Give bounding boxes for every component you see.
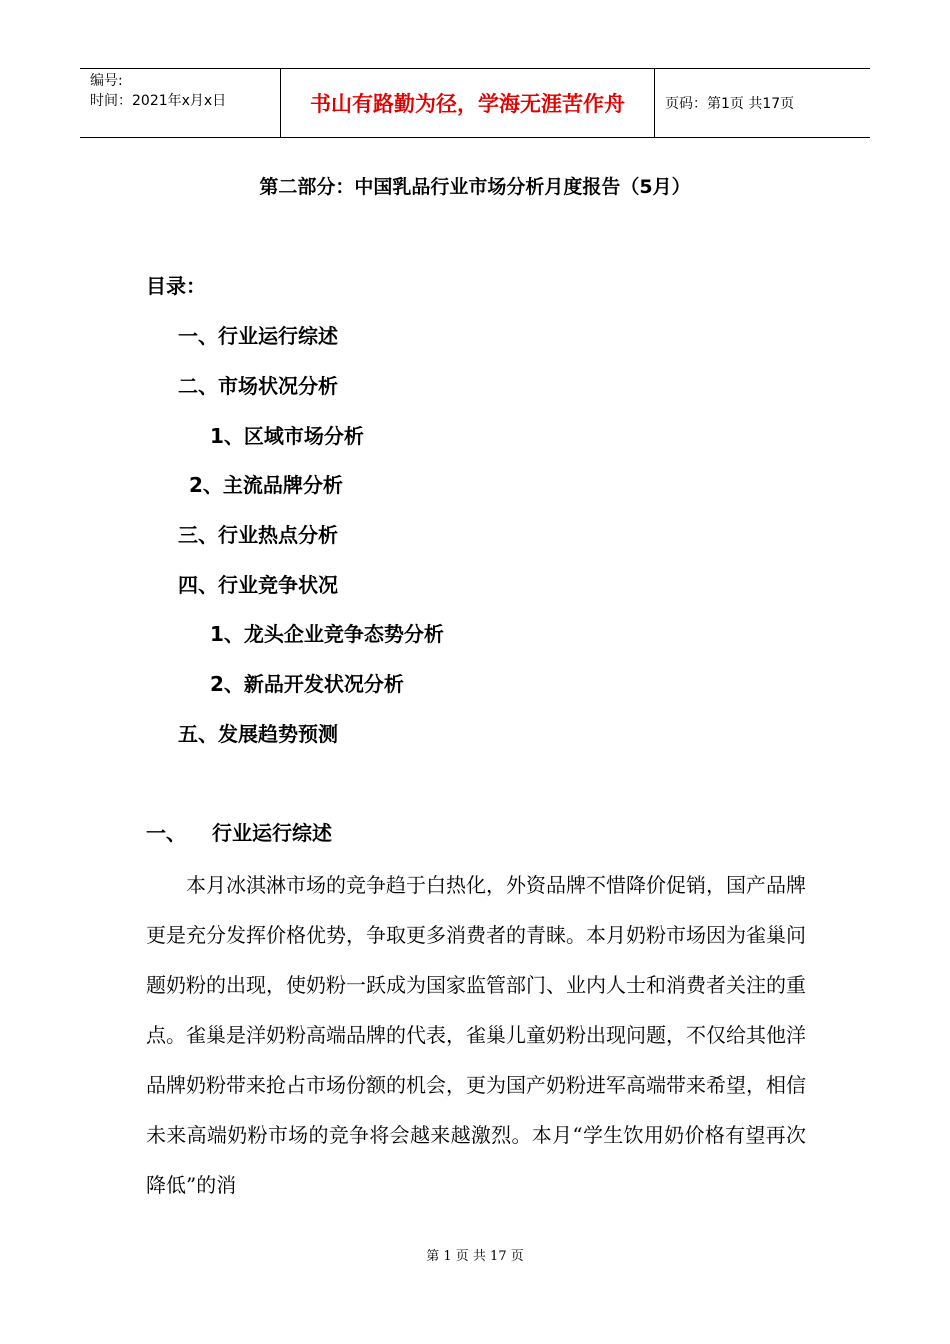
header-page-info: 页码：第1页 共17页 [665, 96, 795, 112]
toc-item: 四、行业竞争状况 [178, 573, 338, 597]
toc-item: 二、市场状况分析 [178, 374, 338, 398]
toc-item: 2、主流品牌分析 [189, 473, 343, 497]
document-title: 第二部分：中国乳品行业市场分析月度报告（5月） [259, 176, 691, 198]
body-paragraph: 本月冰淇淋市场的竞争趋于白热化，外资品牌不惜降价促销，国产品牌更是充分发挥价格优势，争取更多消费者的青睐。本月奶粉市场因为雀巢问题奶粉的出现，使奶粉一跃成为国家监管部门、业内人士和消费者关注的重点。雀巢是洋奶粉高端品牌的代表，雀巢儿童奶粉出现问题，不仅给其他洋品牌奶粉带来抢占市场份额的机会，更为国产奶粉进军高端带来希望，相信未来高端奶粉市场的竞争将会越来越激烈。本月“学生饮用奶价格有望再次降低”的消 [146, 873, 806, 1197]
toc-item: 2、新品开发状况分析 [210, 672, 404, 696]
toc-item: 1、区域市场分析 [210, 424, 364, 448]
toc-heading: 目录： [146, 274, 206, 298]
header-table [80, 68, 870, 138]
toc-item: 1、龙头企业竞争态势分析 [210, 622, 444, 646]
toc-item: 三、行业热点分析 [178, 523, 338, 547]
toc-item: 五、发展趋势预测 [178, 722, 338, 746]
page-footer: 第 1 页 共 17 页 [426, 1249, 524, 1264]
section-heading [146, 817, 332, 846]
code-label: 编号: [90, 73, 123, 89]
header-motto: 书山有路勤为径，学海无涯苦作舟 [280, 69, 655, 137]
header-meta [80, 69, 280, 137]
toc-item: 一、行业运行综述 [178, 324, 338, 348]
section-title: 行业运行综述 [212, 821, 332, 845]
time-label: 时间：2021年x月x日 [90, 93, 227, 109]
section-number: 一、 [146, 821, 186, 845]
